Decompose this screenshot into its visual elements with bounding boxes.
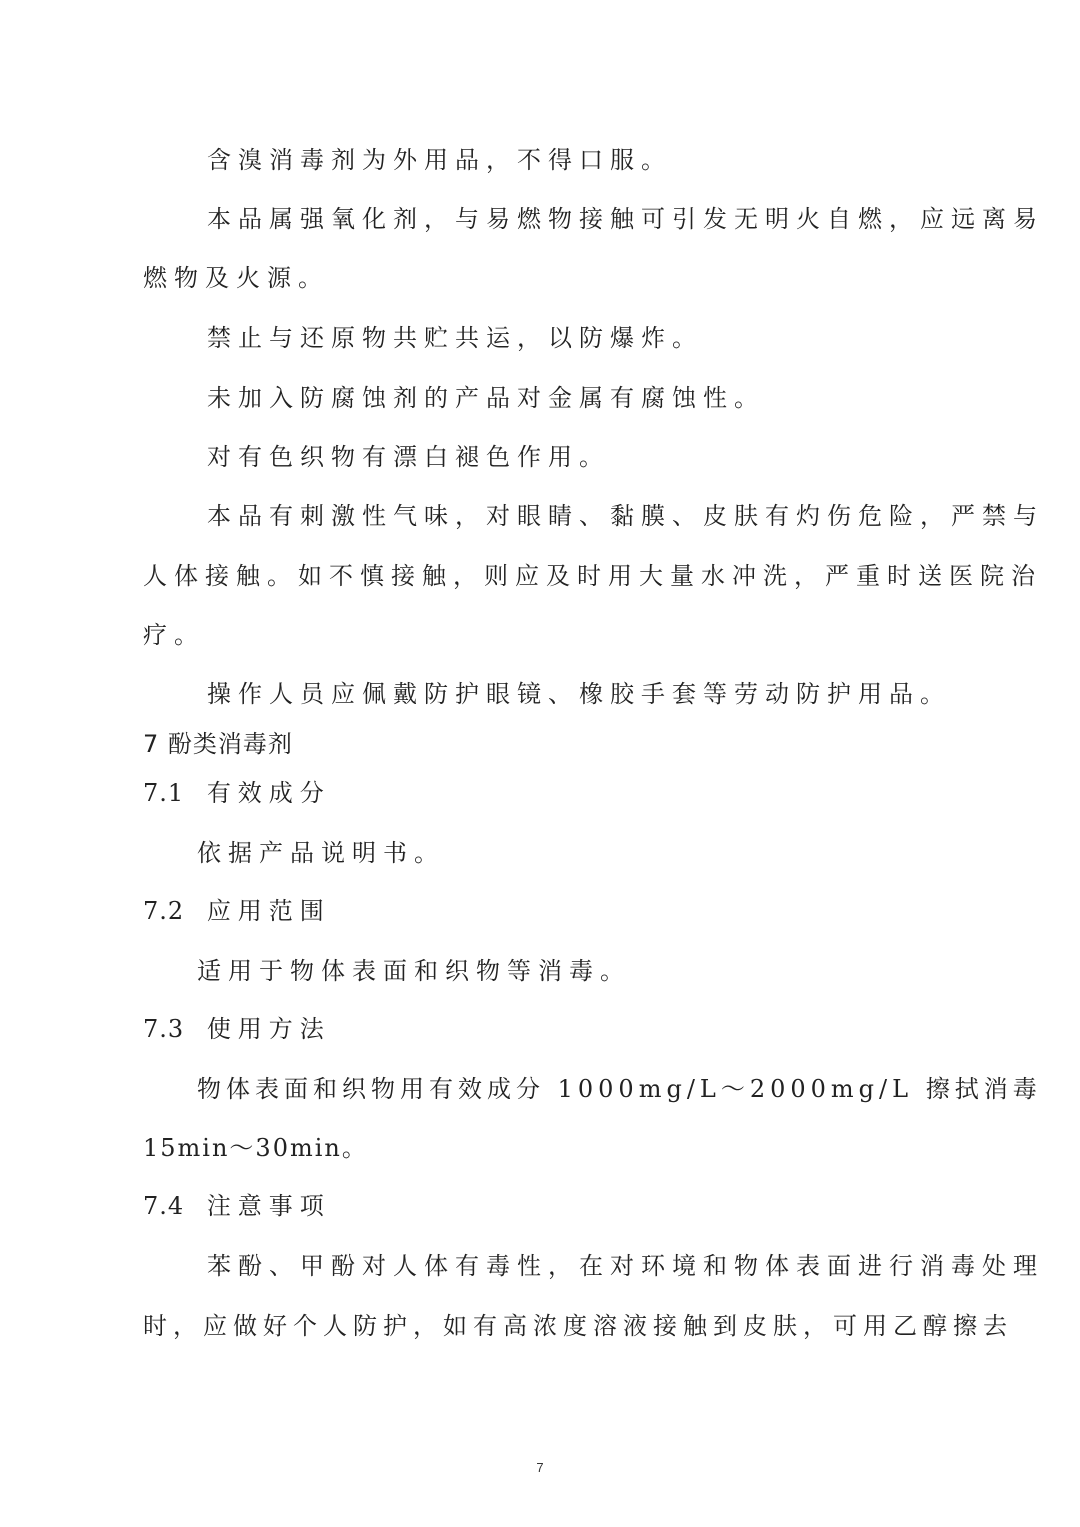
subsection-number: 7.1: [143, 779, 185, 807]
section-7-heading: 7 酚类消毒剂: [143, 730, 293, 758]
subsection-7-1-heading: [0, 777, 1080, 809]
precaution-oxidizer-line2: 燃物及火源。: [143, 264, 329, 292]
subsection-title: 注意事项: [206, 1192, 331, 1220]
precaution-irritant-line1: 本品有刺激性气味，对眼睛、黏膜、皮肤有灼伤危险，严禁与: [207, 502, 1044, 530]
precaution-bleaching: 对有色织物有漂白褪色作用。: [207, 443, 610, 471]
precaution-irritant-line2: 人体接触。如不慎接触，则应及时用大量水冲洗，严重时送医院治: [143, 562, 1042, 590]
subsection-7-4-text-line2: 时，应做好个人防护，如有高浓度溶液接触到皮肤，可用乙醇擦去: [143, 1312, 1013, 1340]
precaution-oral: 含溴消毒剂为外用品，不得口服。: [207, 146, 672, 174]
page-number: 7: [536, 1460, 544, 1475]
subsection-title: 使用方法: [206, 1015, 331, 1043]
subsection-number: 7.3: [143, 1015, 185, 1043]
subsection-7-3-text-line1: 物体表面和织物用有效成分 1000mg/L～2000mg/L 擦拭消毒: [197, 1075, 1042, 1103]
subsection-7-3-heading: [0, 1013, 1080, 1045]
subsection-number: 7.2: [143, 897, 185, 925]
precaution-irritant-line3: 疗。: [143, 621, 205, 649]
subsection-title: 有效成分: [206, 779, 331, 807]
precaution-storage: 禁止与还原物共贮共运，以防爆炸。: [207, 324, 703, 352]
subsection-7-1-text: 依据产品说明书。: [197, 839, 445, 867]
subsection-7-4-heading: [0, 1190, 1080, 1222]
subsection-7-2-text: 适用于物体表面和织物等消毒。: [197, 957, 631, 985]
subsection-7-4-text-line1: 苯酚、甲酚对人体有毒性，在对环境和物体表面进行消毒处理: [207, 1252, 1044, 1280]
subsection-title: 应用范围: [206, 897, 331, 925]
subsection-number: 7.4: [143, 1192, 185, 1220]
subsection-7-2-heading: [0, 895, 1080, 927]
precaution-oxidizer-line1: 本品属强氧化剂，与易燃物接触可引发无明火自燃，应远离易: [207, 205, 1044, 233]
precaution-protective-gear: 操作人员应佩戴防护眼镜、橡胶手套等劳动防护用品。: [207, 680, 951, 708]
precaution-corrosion: 未加入防腐蚀剂的产品对金属有腐蚀性。: [207, 384, 765, 412]
subsection-7-3-text-line2: 15min～30min。: [143, 1134, 368, 1162]
